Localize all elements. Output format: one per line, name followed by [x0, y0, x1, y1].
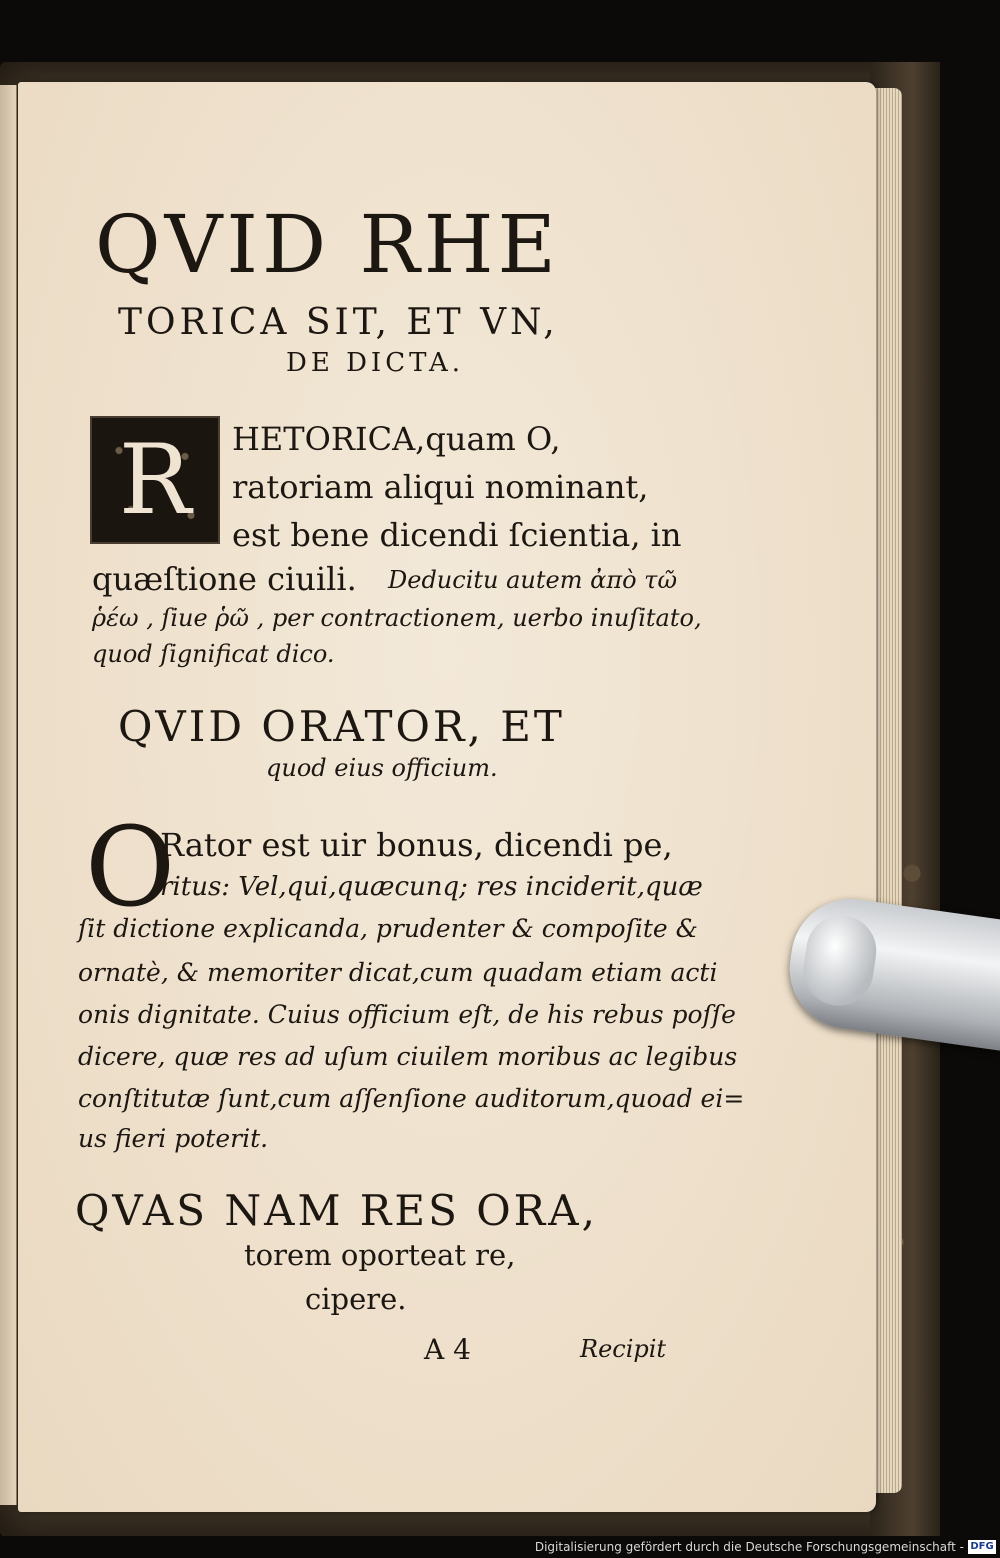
section1-line-3: est bene dicendi ſcientia, in: [232, 516, 682, 554]
section1-italic-inline: Deducitu autem ἀπὸ τῶ: [388, 566, 678, 594]
signature-mark: A 4: [424, 1333, 471, 1366]
catchword: Recipit: [580, 1335, 667, 1363]
section2-italic-line-6: us fieri poterit.: [78, 1124, 269, 1153]
section1-line-1: HETORICA,quam O,: [232, 420, 561, 458]
section2-italic-line-5: conſtitutæ ſunt,cum aſſenſione auditorum,quoad ei=: [78, 1084, 745, 1113]
section2-italic-line-3: onis dignitate. Cuius officium eſt, de his rebus poſſe: [78, 1000, 736, 1029]
book-page: [18, 82, 876, 1512]
dfg-logo: DFG: [968, 1540, 996, 1554]
section2-line-2: ritus: Vel,qui,quæcunq; res inciderit,quæ: [160, 872, 703, 902]
section1-line-2: ratoriam aliqui nominant,: [232, 468, 649, 506]
section3-heading: QVAS NAM RES ORA,: [75, 1186, 598, 1235]
page-title-line-3: DE DICTA.: [286, 348, 465, 378]
section2-line-1: Rator est uir bonus, dicendi pe,: [160, 826, 673, 864]
clip-knob: [799, 911, 881, 1010]
funding-notice: Digitalisierung gefördert durch die Deutsche Forschungsgemeinschaft -: [534, 1540, 964, 1554]
footer-bar: [0, 1536, 1000, 1558]
page-title-line-1: QVID RHE: [95, 198, 560, 291]
section2-italic-line-4: dicere, quæ res ad uſum ciuilem moribus ac legibus: [78, 1042, 738, 1071]
left-page-edge: [0, 85, 17, 1505]
section1-italic-line-1: ῥέω , ſiue ῥῶ , per contractionem, uerbo inuſitato,: [92, 604, 702, 632]
initial-o: O: [85, 803, 176, 931]
section2-subheading: quod eius officium.: [266, 754, 498, 782]
section1-italic-line-2: quod ſignificat dico.: [92, 640, 335, 668]
page-title-line-2: TORICA SIT, ET VN,: [118, 302, 559, 343]
section3-line-3: cipere.: [305, 1282, 407, 1316]
section2-italic-line-2: ornatè, & memoriter dicat,cum quadam etiam acti: [78, 958, 718, 987]
section1-line-4: quæſtione ciuili.: [92, 560, 357, 598]
section2-italic-line-1: ſit dictione explicanda, prudenter & compoſite &: [78, 914, 698, 943]
decorated-initial-r: R: [92, 418, 218, 542]
section2-heading: QVID ORATOR, ET: [118, 702, 565, 751]
section3-line-2: torem oporteat re,: [244, 1238, 516, 1272]
